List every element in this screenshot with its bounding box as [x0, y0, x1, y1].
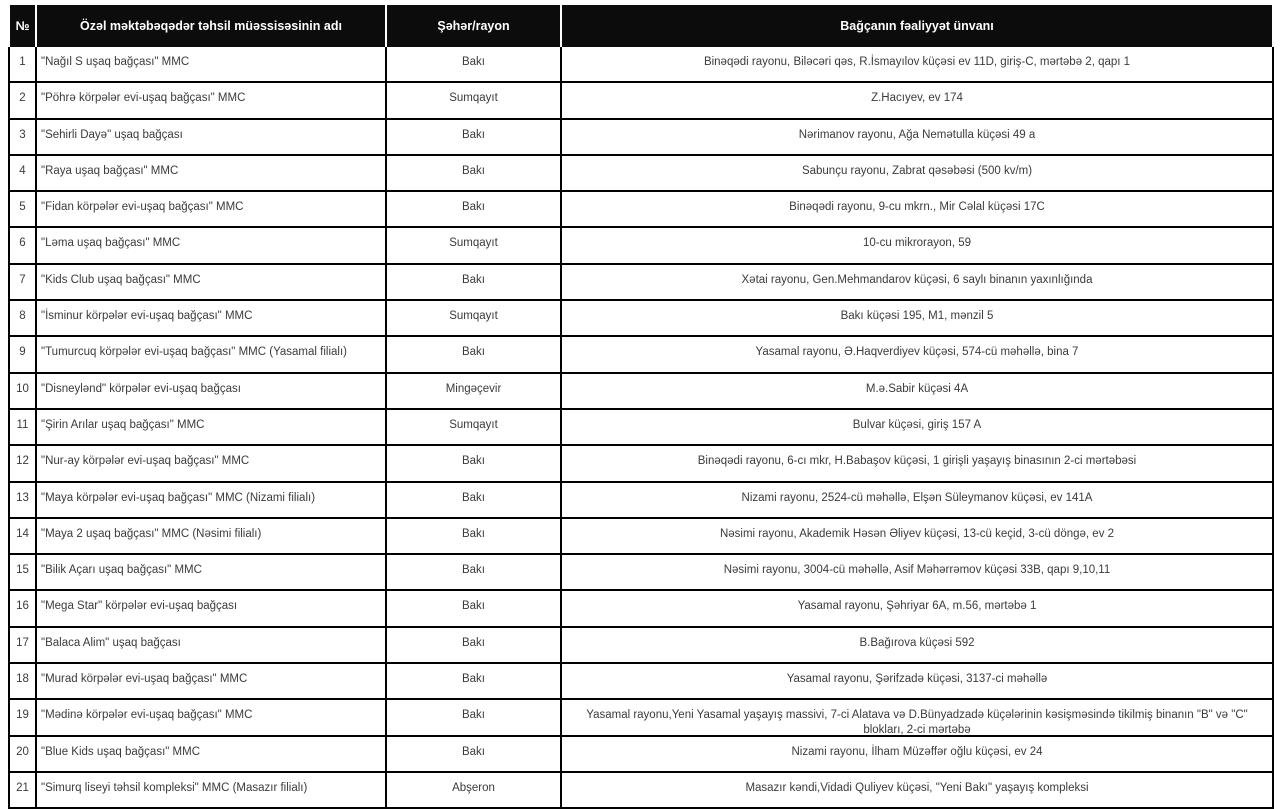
city-cell: Sumqayıt: [387, 228, 562, 262]
city-cell: Bakı: [387, 156, 562, 190]
institution-name-cell: "Sehirli Dayə" uşaq bağçası: [37, 120, 387, 154]
address-cell: Nəsimi rayonu, 3004-cü məhəllə, Asif Məhərrəmov küçəsi 33B, qapı 9,10,11: [723, 564, 1111, 577]
city-cell: Sumqayıt: [387, 301, 562, 335]
row-number-cell: 9: [10, 337, 37, 371]
row-number-cell: 20: [10, 737, 37, 771]
table-header-row: [8, 5, 1274, 47]
city-cell: Bakı: [387, 120, 562, 154]
city-cell: Bakı: [387, 519, 562, 553]
column-header-city-district: Şəhər/rayon: [387, 5, 562, 47]
table-row: [10, 519, 1272, 555]
table-row: [10, 410, 1272, 446]
institution-name-cell: "Disneylənd" körpələr evi-uşaq bağçası: [37, 374, 387, 408]
column-header-institution-name: Özəl məktəbəqədər təhsil müəssisəsinin adı: [37, 5, 387, 47]
address-cell: Nərimanov rayonu, Ağa Nemətulla küçəsi 49 a: [798, 128, 1036, 141]
city-cell: Bakı: [387, 265, 562, 299]
row-number-cell: 13: [10, 483, 37, 517]
row-number-cell: 15: [10, 555, 37, 589]
table-row: [10, 555, 1272, 591]
table-body: [8, 47, 1274, 809]
table-row: [10, 737, 1272, 773]
row-number-cell: 19: [10, 700, 37, 738]
city-cell: Bakı: [387, 446, 562, 480]
address-cell: M.ə.Sabir küçəsi 4A: [865, 382, 969, 395]
institutions-table: [8, 5, 1274, 809]
institution-name-cell: "Nur-ay körpələr evi-uşaq bağçası" MMC: [37, 446, 387, 480]
address-cell: Bakı küçəsi 195, M1, mənzil 5: [840, 310, 994, 323]
row-number-cell: 2: [10, 83, 37, 117]
table-row: [10, 228, 1272, 264]
city-cell: Bakı: [387, 337, 562, 371]
column-header-number: №: [10, 5, 37, 47]
institution-name-cell: "İsminur körpələr evi-uşaq bağçası" MMC: [37, 301, 387, 335]
institution-name-cell: "Nağıl S uşaq bağçası" MMC: [37, 47, 387, 81]
address-cell: 10-cu mikrorayon, 59: [862, 237, 972, 250]
city-cell: Bakı: [387, 700, 562, 738]
institution-name-cell: "Balaca Alim" uşaq bağçası: [37, 628, 387, 662]
address-cell: Sabunçu rayonu, Zabrat qəsəbəsi (500 kv/m): [801, 164, 1033, 177]
address-cell: B.Bağırova küçəsi 592: [859, 636, 975, 649]
column-header-activity-address: Bağçanın fəaliyyət ünvanı: [562, 5, 1272, 47]
institution-name-cell: "Maya körpələr evi-uşaq bağçası" MMC (Nizami filialı): [37, 483, 387, 517]
table-row: [10, 156, 1272, 192]
row-number-cell: 18: [10, 664, 37, 698]
city-cell: Abşeron: [387, 773, 562, 807]
institution-name-cell: "Fidan körpələr evi-uşaq bağçası" MMC: [37, 192, 387, 226]
city-cell: Bakı: [387, 47, 562, 81]
address-cell: Nizami rayonu, İlham Müzəffər oğlu küçəsi, ev 24: [791, 745, 1043, 758]
address-cell: Yasamal rayonu, Şərifzadə küçəsi, 3137-ci məhəllə: [786, 673, 1048, 686]
table-row: [10, 301, 1272, 337]
table-row: [10, 83, 1272, 119]
city-cell: Bakı: [387, 591, 562, 625]
row-number-cell: 10: [10, 374, 37, 408]
city-cell: Bakı: [387, 664, 562, 698]
institution-name-cell: "Raya uşaq bağçası" MMC: [37, 156, 387, 190]
table-row: [10, 337, 1272, 373]
table-row: [10, 628, 1272, 664]
table-row: [10, 120, 1272, 156]
table-row: [10, 192, 1272, 228]
row-number-cell: 7: [10, 265, 37, 299]
institution-name-cell: "Murad körpələr evi-uşaq bağçası" MMC: [37, 664, 387, 698]
row-number-cell: 6: [10, 228, 37, 262]
row-number-cell: 11: [10, 410, 37, 444]
row-number-cell: 16: [10, 591, 37, 625]
institution-name-cell: "Mega Star" körpələr evi-uşaq bağçası: [37, 591, 387, 625]
address-cell: Yasamal rayonu,Yeni Yasamal yaşayış massivi, 7-ci Alatava və D.Bünyadzadə küçələrinin kəsişməsində tikilmiş binanın "B" və "C" blokları, 2-ci mərtəbə: [586, 709, 1248, 737]
city-cell: Sumqayıt: [387, 83, 562, 117]
row-number-cell: 17: [10, 628, 37, 662]
table-row: [10, 47, 1272, 83]
table-row: [10, 700, 1272, 736]
table-row: [10, 265, 1272, 301]
institution-name-cell: "Blue Kids uşaq bağçası" MMC: [37, 737, 387, 771]
institution-name-cell: "Simurq liseyi təhsil kompleksi" MMC (Masazır filialı): [37, 773, 387, 807]
table-row: [10, 591, 1272, 627]
address-cell: Binəqədi rayonu, 9-cu mkrn., Mir Cəlal küçəsi 17C: [789, 201, 1045, 214]
address-cell: Nizami rayonu, 2524-cü məhəllə, Elşən Süleymanov küçəsi, ev 141A: [741, 491, 1093, 504]
row-number-cell: 14: [10, 519, 37, 553]
institution-name-cell: "Şirin Arılar uşaq bağçası" MMC: [37, 410, 387, 444]
row-number-cell: 12: [10, 446, 37, 480]
city-cell: Sumqayıt: [387, 410, 562, 444]
institution-name-cell: "Pöhrə körpələr evi-uşaq bağçası" MMC: [37, 83, 387, 117]
institution-name-cell: "Bilik Açarı uşaq bağçası" MMC: [37, 555, 387, 589]
row-number-cell: 8: [10, 301, 37, 335]
address-cell: Binəqədi rayonu, 6-cı mkr, H.Babaşov küçəsi, 1 girişli yaşayış binasının 2-ci mərtəbəsi: [697, 455, 1137, 468]
row-number-cell: 1: [10, 47, 37, 81]
city-cell: Mingəçevir: [387, 374, 562, 408]
city-cell: Bakı: [387, 628, 562, 662]
city-cell: Bakı: [387, 483, 562, 517]
address-cell: Nəsimi rayonu, Akademik Həsən Əliyev küçəsi, 13-cü keçid, 3-cü döngə, ev 2: [719, 527, 1115, 540]
city-cell: Bakı: [387, 192, 562, 226]
city-cell: Bakı: [387, 737, 562, 771]
address-cell: Yasamal rayonu, Şəhriyar 6A, m.56, mərtəbə 1: [797, 600, 1037, 613]
address-cell: Yasamal rayonu, Ə.Haqverdiyev küçəsi, 574-cü məhəllə, bina 7: [755, 346, 1079, 359]
address-cell: Masazır kəndi,Vidadi Quliyev küçəsi, "Yeni Bakı" yaşayış kompleksi: [745, 781, 1089, 794]
row-number-cell: 3: [10, 120, 37, 154]
table-row: [10, 773, 1272, 809]
table-row: [10, 374, 1272, 410]
address-cell: Binəqədi rayonu, Biləcəri qəs, R.İsmayılov küçəsi ev 11D, giriş-C, mərtəbə 2, qapı 1: [703, 56, 1131, 68]
city-cell: Bakı: [387, 555, 562, 589]
address-cell: Z.Hacıyev, ev 174: [871, 92, 963, 105]
table-row: [10, 446, 1272, 482]
row-number-cell: 4: [10, 156, 37, 190]
row-number-cell: 21: [10, 773, 37, 807]
table-row: [10, 483, 1272, 519]
institution-name-cell: "Maya 2 uşaq bağçası" MMC (Nəsimi filialı): [37, 519, 387, 553]
institution-name-cell: "Tumurcuq körpələr evi-uşaq bağçası" MMC (Yasamal filialı): [37, 337, 387, 371]
address-cell: Xətai rayonu, Gen.Mehmandarov küçəsi, 6 saylı binanın yaxınlığında: [741, 273, 1093, 286]
institution-name-cell: "Kids Club uşaq bağçası" MMC: [37, 265, 387, 299]
address-cell: Bulvar küçəsi, giriş 157 A: [852, 418, 982, 431]
row-number-cell: 5: [10, 192, 37, 226]
institution-name-cell: "Mədinə körpələr evi-uşaq bağçası" MMC: [37, 700, 387, 738]
table-row: [10, 664, 1272, 700]
institution-name-cell: "Ləma uşaq bağçası" MMC: [37, 228, 387, 262]
